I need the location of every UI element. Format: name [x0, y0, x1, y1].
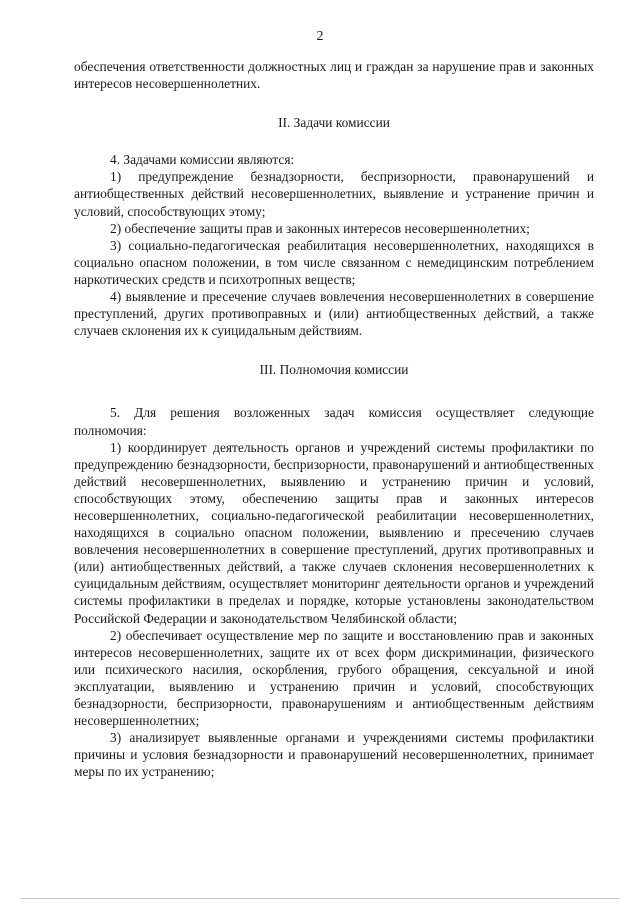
powers-intro-paragraph: 5. Для решения возложенных задач комиссия осуществляет следующие полномочия:: [74, 405, 594, 438]
section-3-heading: III. Полномочия комиссии: [259, 362, 409, 378]
power-item-3: 3) анализирует выявленные органами и учреждениями системы профилактики причины и условия безнадзорности и правонарушений несовершеннолетних, принимает меры по их устранению;: [74, 730, 594, 780]
document-body: [74, 58, 594, 780]
task-item-2: 2) обеспечение защиты прав и законных интересов несовершеннолетних;: [110, 220, 530, 236]
scan-edge-line: [20, 898, 620, 899]
task-item-4: 4) выявление и пресечение случаев вовлечения несовершеннолетних в совершение преступлений, других противоправных и (или) антиобщественных действий, а также случаев склонения их к суицидальным действиям.: [74, 289, 594, 339]
page-number: 2: [316, 29, 324, 44]
task-intro-paragraph: 4. Задачами комиссии являются:: [110, 152, 295, 168]
power-item-2: 2) обеспечивает осуществление мер по защите и восстановлению прав и законных интересов несовершеннолетних, защите их от всех форм дискриминации, физического или психического насилия, оскорбления, грубого обращения, сексуальной и иной эксплуатации, выявлению и устранению причин и условий, способствующих безнадзорности, беспризорности, правонарушениям и антиобщественным действиям несовершеннолетних;: [74, 627, 594, 729]
task-item-3: 3) социально-педагогическая реабилитация несовершеннолетних, находящихся в социально опасном положении, в том числе связанном с немедицинским потреблением наркотических средств и психотропных веществ;: [74, 237, 594, 287]
section-2-heading: II. Задачи комиссии: [278, 115, 390, 131]
task-item-1: 1) предупреждение безнадзорности, беспризорности, правонарушений и антиобщественных действий несовершеннолетних, выявление и устранение причин и условий, способствующих этому;: [74, 169, 594, 219]
intro-continuation-paragraph: обеспечения ответственности должностных лиц и граждан за нарушение прав и законных интересов несовершеннолетних.: [74, 59, 594, 92]
power-item-1: 1) координирует деятельность органов и учреждений системы профилактики по предупреждению безнадзорности, беспризорности, правонарушений и антиобщественных действий несовершеннолетних, выявлению и устранению причин и условий, способствующих этому, обеспечению защиты прав и законных интересов несовершеннолетних, социально-педагогической реабилитации несовершеннолетних, находящихся в социально опасном положении, выявлению и пресечению случаев вовлечения несовершеннолетних в совершение преступлений, других противоправных и (или) антиобщественных действий, а также случаев склонения несовершеннолетних к суицидальным действиям, осуществляет мониторинг деятельности органов и учреждений системы профилактики в пределах и порядке, которые установлены законодательством Российской Федерации и законодательством Челябинской области;: [74, 439, 594, 626]
